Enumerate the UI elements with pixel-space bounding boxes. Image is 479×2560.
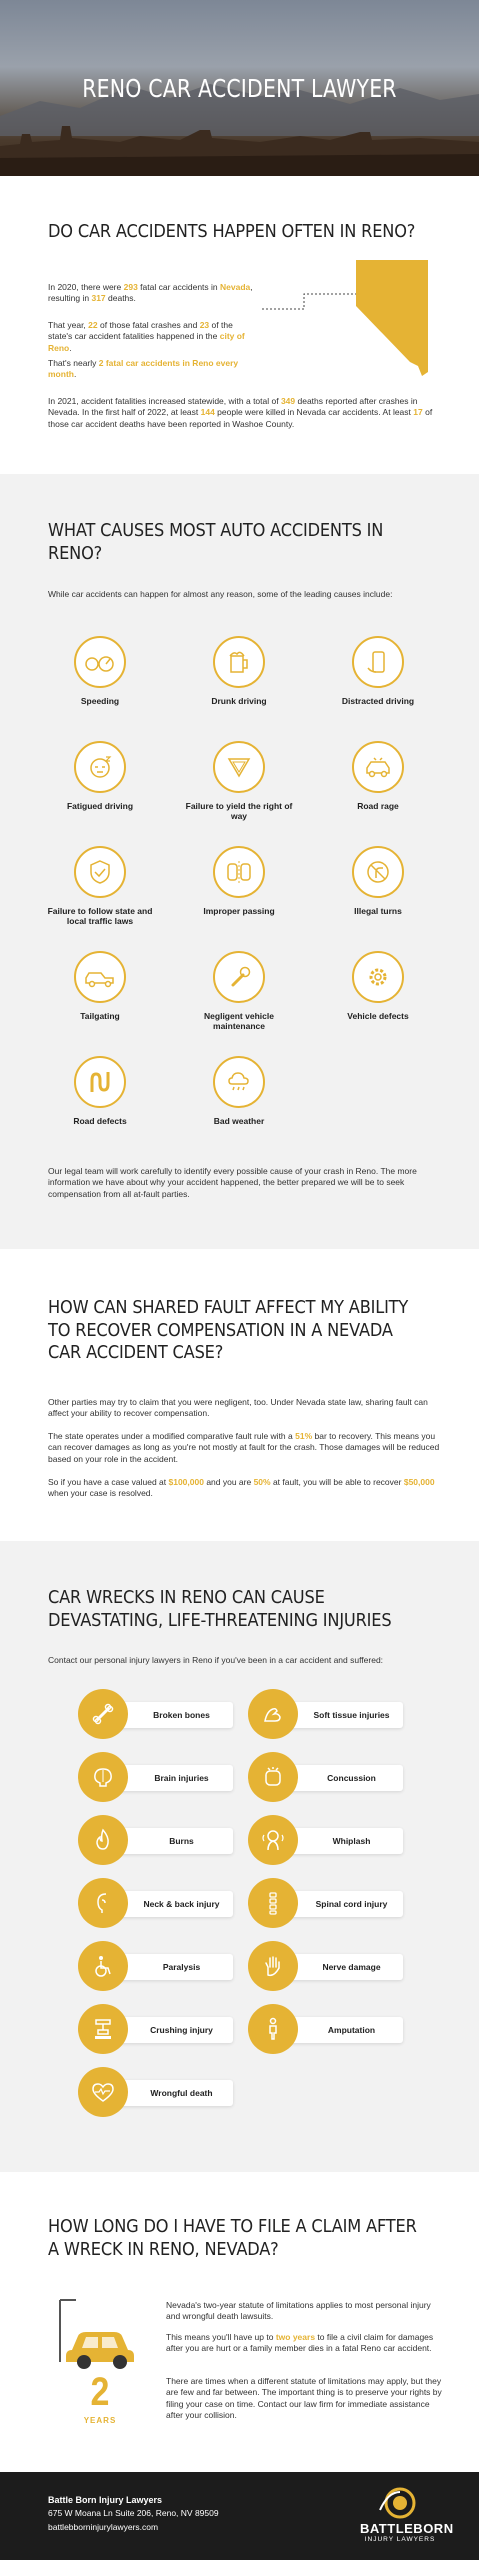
city-skyline [0,116,479,176]
injury-label: Broken bones [153,1710,210,1720]
highlight-text: 17 [413,407,423,418]
causes-section [0,474,479,1249]
cause-label: Road defects [73,1116,127,1126]
cause-label: Vehicle defects [347,1011,409,1021]
body-text: deaths. [105,293,136,304]
two-cars-icon [213,846,265,898]
cause-item [179,951,299,1032]
highlight-text: 2 fatal car accidents in Reno every month [48,358,239,380]
paragraph [48,1431,448,1465]
section-heading: CAR WRECKS IN RENO CAN CAUSE DEVASTATING, LIFE-THREATENING INJURIES [48,1587,392,1631]
cause-label: Improper passing [203,906,275,916]
body-text: , resulting in [48,282,253,304]
heartbeat-icon [78,2067,128,2117]
logo-emblem-icon [360,2486,440,2520]
injury-label: Wrongful death [150,2088,213,2098]
body-text: bar to recovery. This means you can recover damages as long as you're not mostly at fault for the crash. Those damages will be reduced based on your role in the accident. [48,1431,440,1464]
paragraph [48,320,258,354]
neck-icon [248,1815,298,1865]
paragraph [48,1397,448,1420]
injury-item [78,1689,233,1739]
sleepy-face-icon [74,741,126,793]
firm-website-link[interactable]: battlebborninjurylawyers.com [48,2522,159,2532]
cause-item [318,951,438,1022]
body-text: people were killed in Nevada car accidents. At least [214,407,414,418]
cause-label: Failure to follow state and local traffic laws [47,906,153,926]
body-text: There are times when a different statute of limitations may apply, but they are few and far between. The important thing is to preserve your rights by filing your case on time. Contact our law firm for immediate assistance after your collision. [166,2376,442,2421]
body-text: That's nearly [48,358,99,368]
section-heading: HOW LONG DO I HAVE TO FILE A CLAIM AFTER A WRECK IN RENO, NEVADA? [48,2216,417,2260]
outro-paragraph: Our legal team will work carefully to identify every possible cause of your crash in Reno. The more information we have about why your accident happened, the better prepared we will be to seek compensation from all at-fault parties. [48,1166,417,1199]
wheelchair-icon [78,1941,128,1991]
paragraph [166,2300,446,2323]
injuries-section [0,1541,479,2172]
intro-paragraph: Contact our personal injury lawyers in Reno if you've been in a car accident and suffered: [48,1655,384,1665]
body-text: fatal car accidents in [137,282,221,292]
injury-item [78,1752,233,1802]
paragraph [48,358,258,381]
paragraph [166,2376,446,2422]
section-heading: HOW CAN SHARED FAULT AFFECT MY ABILITY TO RECOVER COMPENSATION IN A NEVADA CAR ACCIDENT CASE? [48,1297,409,1363]
cause-item [318,741,438,812]
accident-frequency-section [0,176,479,474]
rain-cloud-icon [213,1056,265,1108]
highlight-text: 51% [295,1431,313,1441]
injury-item [78,2004,233,2054]
amputation-icon [248,2004,298,2054]
highlight-text: 317 [91,293,106,304]
connector-line [262,292,362,312]
cause-item [318,846,438,917]
body-text: In 2020, there were [48,282,124,292]
winding-road-icon [74,1056,126,1108]
firm-address: 675 W Moana Ln Suite 206, Reno, NV 89509 [48,2508,219,2518]
bone-icon [78,1689,128,1739]
injury-label: Crushing injury [150,2025,213,2035]
cause-label: Bad weather [213,1116,265,1126]
injury-item [248,1752,403,1802]
spine-icon [248,1878,298,1928]
two-years-label: YEARS [83,2416,117,2425]
body-text: and you are [203,1477,254,1487]
body-text: That year, [48,320,89,330]
injury-item [78,1941,233,1991]
body-text: to file a civil claim for damages after you are hurt or a family member dies in a fatal Reno car accident. [166,2332,434,2354]
highlight-text: two years [275,2332,316,2342]
cause-item [179,636,299,707]
cause-label: Illegal turns [354,906,402,916]
injury-label: Paralysis [162,1962,201,1972]
highlight-text: 349 [280,396,296,406]
paragraph [48,282,258,305]
body-text: of those car accident deaths have been reported in Washoe County. [48,407,433,429]
injury-label: Brain injuries [154,1773,209,1783]
injury-item [248,1941,403,1991]
cause-item [179,846,299,917]
injury-item [248,1689,403,1739]
paragraph [166,2332,446,2355]
cause-label: Tailgating [80,1011,120,1021]
highlight-text: $50,000 [403,1477,435,1487]
injury-label: Concussion [327,1773,376,1783]
statute-of-limitations-section [0,2172,479,2472]
highlight-text: 293 [123,282,138,292]
highlight-text: 50% [253,1477,271,1487]
hero-banner [0,0,479,176]
body-text: when your case is resolved. [48,1488,153,1499]
flame-icon [78,1815,128,1865]
injury-label: Whiplash [332,1836,371,1846]
section-heading: DO CAR ACCIDENTS HAPPEN OFTEN IN RENO? [48,221,416,242]
angry-car-icon [352,741,404,793]
body-text: This means you'll have up to [166,2332,276,2342]
body-text: Nevada's two-year statute of limitations applies to most personal injury and wrongful death lawsuits. [166,2300,431,2322]
yield-sign-icon [213,741,265,793]
injury-item [78,1878,233,1928]
head-icon [248,1752,298,1802]
highlight-text: 144 [200,407,215,418]
body-text: of those fatal crashes and [97,320,200,330]
highlight-text: $100,000 [168,1477,204,1487]
body-text: . [73,369,77,380]
injury-item [78,2067,233,2117]
body-text: In 2021, accident fatalities increased statewide, with a total of [48,396,281,406]
logo-wordmark: BATTLEBORN [360,2521,454,2536]
cause-item [318,636,438,707]
injury-item [78,1815,233,1865]
speedometer-icon [74,636,126,688]
arm-icon [248,1689,298,1739]
highlight-text: Nevada [220,282,251,292]
shared-fault-section [0,1249,479,1541]
cause-item [40,1056,160,1127]
hero-title: RENO CAR ACCIDENT LAWYER [82,74,397,103]
body-text: Other parties may try to claim that you were negligent, too. Under Nevada state law, sharing fault can affect your ability to recover compensation. [48,1397,428,1419]
paragraph [48,1477,448,1500]
intro-paragraph: While car accidents can happen for almost any reason, some of the leading causes include: [48,589,393,599]
injury-label: Soft tissue injuries [313,1710,390,1720]
section-heading: WHAT CAUSES MOST AUTO ACCIDENTS IN RENO? [48,520,384,564]
no-turn-icon [352,846,404,898]
paragraph [48,396,438,430]
injury-label: Amputation [327,2025,376,2035]
tailgating-car-icon [74,951,126,1003]
cause-label: Distracted driving [341,696,415,706]
gear-icon [352,951,404,1003]
injury-label: Neck & back injury [143,1899,220,1909]
injury-item [248,1815,403,1865]
beer-mug-icon [213,636,265,688]
firm-name: Battle Born Injury Lawyers [48,2495,163,2505]
body-text: . [69,342,72,353]
injury-item [248,1878,403,1928]
two-years-number: 2 [90,2370,110,2414]
highlight-text: city of Reno [48,331,245,353]
cause-item [40,951,160,1022]
neck-back-icon [78,1878,128,1928]
cause-label: Failure to yield the right of way [185,801,293,821]
logo-tagline: INJURY LAWYERS [364,2536,436,2543]
cause-item [40,741,160,812]
body-text: of the state's car accident fatalities happened in the [48,320,233,342]
car-icon [50,2290,150,2370]
injury-label: Nerve damage [322,1962,381,1972]
cause-item [40,636,160,707]
footer [0,2472,479,2560]
cause-item [40,846,160,927]
shield-check-icon [74,846,126,898]
cause-label: Fatigued driving [66,801,134,811]
cause-item [179,1056,299,1127]
injury-label: Burns [169,1836,194,1846]
cause-item [179,741,299,822]
injury-label: Spinal cord injury [315,1899,388,1909]
highlight-text: 22 [88,320,98,330]
phone-icon [352,636,404,688]
wrench-icon [213,951,265,1003]
body-text: The state operates under a modified comparative fault rule with a [48,1431,296,1441]
nevada-map-icon [356,260,428,376]
cause-label: Drunk driving [211,696,267,706]
injury-item [248,2004,403,2054]
cause-label: Road rage [357,801,399,811]
cause-label: Negligent vehicle maintenance [204,1011,274,1031]
hand-nerve-icon [248,1941,298,1991]
body-text: at fault, you will be able to recover [270,1477,404,1487]
cause-label: Speeding [80,696,120,706]
body-text: deaths reported after crashes in Nevada. In the first half of 2022, at least [48,396,418,418]
brain-icon [78,1752,128,1802]
body-text: So if you have a case valued at [48,1477,169,1487]
highlight-text: 23 [199,320,210,330]
press-icon [78,2004,128,2054]
firm-logo [360,2486,454,2550]
